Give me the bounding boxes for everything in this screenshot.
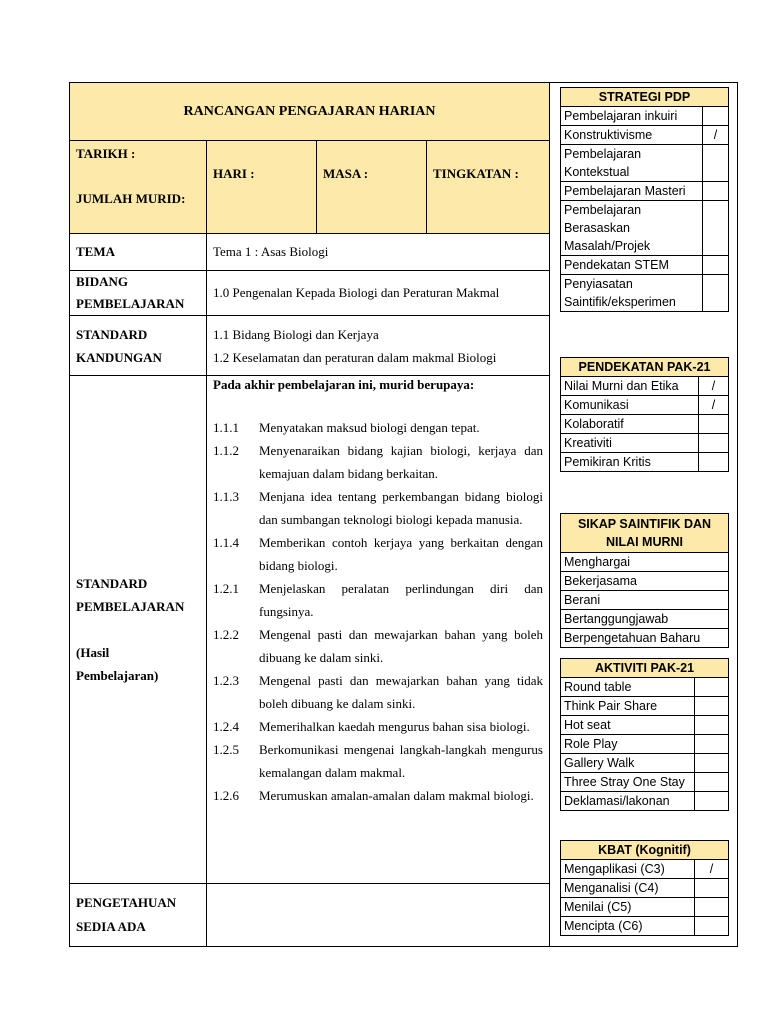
objective-number: 1.1.3 <box>213 489 239 504</box>
pendekatan-item-check <box>699 415 729 434</box>
pendekatan-pak21-title: PENDEKATAN PAK-21 <box>561 358 729 377</box>
aktiviti-row <box>561 697 729 716</box>
strategi-item-label: Pendekatan STEM <box>561 256 703 275</box>
bidang-label-line1: BIDANG <box>76 274 129 289</box>
objective-text: Berkomunikasi mengenai langkah-langkah mengurus kemalangan dalam makmal. <box>259 742 543 780</box>
aktiviti-row <box>561 792 729 811</box>
bidang-value: 1.0 Pengenalan Kepada Biologi dan Peraturan Makmal <box>207 271 550 316</box>
strategi-item-check <box>702 275 728 312</box>
sikap-item-label: Menghargai <box>561 553 729 572</box>
sp-label <box>70 376 207 884</box>
pendekatan-item-label: Komunikasi <box>561 396 699 415</box>
jumlah-murid-label: JUMLAH MURID: <box>76 191 186 206</box>
kbat-item-label: Mengaplikasi (C3) <box>561 860 695 879</box>
aktiviti-row <box>561 735 729 754</box>
sikap-row <box>561 553 729 572</box>
objective-text: Merumuskan amalan-amalan dalam makmal biologi. <box>259 788 534 803</box>
objective-text: Memberikan contoh kerjaya yang berkaitan dengan bidang biologi. <box>259 535 543 573</box>
kbat-item-check: / <box>694 860 728 879</box>
aktiviti-pak21-box <box>560 658 729 811</box>
strategi-item-check <box>702 182 728 201</box>
psa-label-line1: PENGETAHUAN <box>76 895 177 910</box>
strategi-row <box>561 107 729 126</box>
objective-number: 1.1.2 <box>213 443 239 458</box>
tarikh-label: TARIKH : <box>76 146 136 161</box>
sk-value-line1: 1.1 Bidang Biologi dan Kerjaya <box>213 326 379 342</box>
aktiviti-row <box>561 773 729 792</box>
sk-value-line2: 1.2 Keselamatan dan peraturan dalam makmal Biologi <box>213 349 497 365</box>
sp-intro: Pada akhir pembelajaran ini, murid berupaya: <box>213 377 475 392</box>
kbat-row <box>561 898 729 917</box>
pendekatan-row <box>561 415 729 434</box>
strategi-row <box>561 256 729 275</box>
sikap-row <box>561 572 729 591</box>
aktiviti-row <box>561 678 729 697</box>
pendekatan-item-label: Nilai Murni dan Etika <box>561 377 699 396</box>
kbat-kognitif-box <box>560 840 729 936</box>
objective-item <box>213 715 543 738</box>
bidang-label <box>70 271 207 316</box>
objective-number: 1.2.2 <box>213 627 239 642</box>
strategi-pdp-box <box>560 87 729 312</box>
pendekatan-row <box>561 453 729 472</box>
aktiviti-item-label: Hot seat <box>561 716 695 735</box>
objective-number: 1.1.1 <box>213 420 239 435</box>
strategi-item-label: Pembelajaran Kontekstual <box>561 145 703 182</box>
objective-item <box>213 439 543 485</box>
sikap-row <box>561 591 729 610</box>
strategi-item-check <box>702 145 728 182</box>
pendekatan-pak21-box <box>560 357 729 472</box>
objective-item <box>213 669 543 715</box>
sikap-saintifik-title: SIKAP SAINTIFIK DAN NILAI MURNI <box>561 514 729 553</box>
objective-item <box>213 416 543 439</box>
strategi-pdp-title: STRATEGI PDP <box>561 88 729 107</box>
sikap-row <box>561 610 729 629</box>
aktiviti-item-check <box>695 735 729 754</box>
strategi-row <box>561 201 729 256</box>
bidang-label-line2: PEMBELAJARAN <box>76 296 185 311</box>
objective-number: 1.2.3 <box>213 673 239 688</box>
psa-value <box>207 884 550 947</box>
pendekatan-item-check: / <box>699 396 729 415</box>
pendekatan-item-check <box>699 453 729 472</box>
pendekatan-item-label: Kolaboratif <box>561 415 699 434</box>
objective-text: Mengenal pasti dan mewajarkan bahan yang tidak boleh dibuang ke dalam sinki. <box>259 673 543 711</box>
strategi-row <box>561 275 729 312</box>
pendekatan-item-check <box>699 434 729 453</box>
pendekatan-row <box>561 377 729 396</box>
sp-value <box>207 376 550 884</box>
kbat-item-label: Mencipta (C6) <box>561 917 695 936</box>
sk-label-line1: STANDARD <box>76 326 148 342</box>
aktiviti-item-check <box>695 678 729 697</box>
kbat-row <box>561 860 729 879</box>
strategi-item-check: / <box>702 126 728 145</box>
objective-item <box>213 738 543 784</box>
sk-label-line2: KANDUNGAN <box>76 349 162 365</box>
aktiviti-item-label: Three Stray One Stay <box>561 773 695 792</box>
tema-label: TEMA <box>70 234 207 271</box>
kbat-row <box>561 879 729 898</box>
sp-label-line4: Pembelajaran) <box>76 668 159 683</box>
tema-value: Tema 1 : Asas Biologi <box>207 234 550 271</box>
aktiviti-item-check <box>695 754 729 773</box>
aktiviti-row <box>561 716 729 735</box>
strategi-item-label: Pembelajaran Berasaskan Masalah/Projek <box>561 201 703 256</box>
aktiviti-item-label: Deklamasi/lakonan <box>561 792 695 811</box>
objective-number: 1.2.1 <box>213 581 239 596</box>
objective-item <box>213 784 543 807</box>
sp-label-line2: PEMBELAJARAN <box>76 599 185 614</box>
kbat-kognitif-title: KBAT (Kognitif) <box>561 841 729 860</box>
page-title: RANCANGAN PENGAJARAN HARIAN <box>70 83 550 141</box>
pendekatan-item-label: Pemikiran Kritis <box>561 453 699 472</box>
strategi-row <box>561 182 729 201</box>
aktiviti-row <box>561 754 729 773</box>
aktiviti-item-label: Think Pair Share <box>561 697 695 716</box>
sikap-item-label: Berani <box>561 591 729 610</box>
objective-number: 1.2.5 <box>213 742 239 757</box>
strategi-item-label: Pembelajaran Masteri <box>561 182 703 201</box>
aktiviti-item-check <box>695 773 729 792</box>
aktiviti-item-check <box>695 792 729 811</box>
kbat-item-check <box>694 917 728 936</box>
checklist-panel <box>549 82 738 947</box>
aktiviti-item-check <box>695 716 729 735</box>
tarikh-cell <box>70 141 207 234</box>
pendekatan-item-label: Kreativiti <box>561 434 699 453</box>
strategi-row <box>561 126 729 145</box>
psa-label-line2: SEDIA ADA <box>76 919 146 934</box>
kbat-item-check <box>694 898 728 917</box>
aktiviti-item-check <box>695 697 729 716</box>
kbat-item-check <box>694 879 728 898</box>
pendekatan-item-check: / <box>699 377 729 396</box>
objective-number: 1.2.6 <box>213 788 239 803</box>
masa-label: MASA : <box>317 141 427 234</box>
aktiviti-item-label: Gallery Walk <box>561 754 695 773</box>
sp-label-line3: (Hasil <box>76 645 110 660</box>
objective-item <box>213 623 543 669</box>
aktiviti-item-label: Role Play <box>561 735 695 754</box>
tingkatan-label: TINGKATAN : <box>427 141 550 234</box>
objective-text: Memerihalkan kaedah mengurus bahan sisa biologi. <box>259 719 530 734</box>
objective-list <box>213 416 543 807</box>
objective-item <box>213 577 543 623</box>
objective-number: 1.2.4 <box>213 719 239 734</box>
sikap-item-label: Bertanggungjawab <box>561 610 729 629</box>
strategi-item-label: Penyiasatan Saintifik/eksperimen <box>561 275 703 312</box>
pendekatan-row <box>561 434 729 453</box>
sikap-item-label: Bekerjasama <box>561 572 729 591</box>
strategi-item-check <box>702 201 728 256</box>
objective-text: Menyatakan maksud biologi dengan tepat. <box>259 420 480 435</box>
kbat-item-label: Menilai (C5) <box>561 898 695 917</box>
hari-label: HARI : <box>207 141 317 234</box>
pendekatan-row <box>561 396 729 415</box>
sk-value <box>207 316 550 376</box>
aktiviti-item-label: Round table <box>561 678 695 697</box>
aktiviti-pak21-title: AKTIVITI PAK-21 <box>561 659 729 678</box>
sikap-saintifik-box <box>560 513 729 648</box>
strategi-item-label: Pembelajaran inkuiri <box>561 107 703 126</box>
sikap-row <box>561 629 729 648</box>
strategi-item-check <box>702 107 728 126</box>
lesson-plan-table <box>69 82 550 947</box>
objective-item <box>213 485 543 531</box>
kbat-row <box>561 917 729 936</box>
objective-text: Menjana idea tentang perkembangan bidang biologi dan sumbangan teknologi biologi kepada manusia. <box>259 489 543 527</box>
psa-label <box>70 884 207 947</box>
objective-number: 1.1.4 <box>213 535 239 550</box>
sk-label <box>70 316 207 376</box>
strategi-row <box>561 145 729 182</box>
kbat-item-label: Menganalisi (C4) <box>561 879 695 898</box>
objective-text: Mengenal pasti dan mewajarkan bahan yang boleh dibuang ke dalam sinki. <box>259 627 543 665</box>
sikap-item-label: Berpengetahuan Baharu <box>561 629 729 648</box>
strategi-item-label: Konstruktivisme <box>561 126 703 145</box>
objective-item <box>213 531 543 577</box>
objective-text: Menjelaskan peralatan perlindungan diri dan fungsinya. <box>259 581 543 619</box>
strategi-item-check <box>702 256 728 275</box>
sp-label-line1: STANDARD <box>76 576 148 591</box>
objective-text: Menyenaraikan bidang kajian biologi, kerjaya dan kemajuan dalam bidang berkaitan. <box>259 443 543 481</box>
